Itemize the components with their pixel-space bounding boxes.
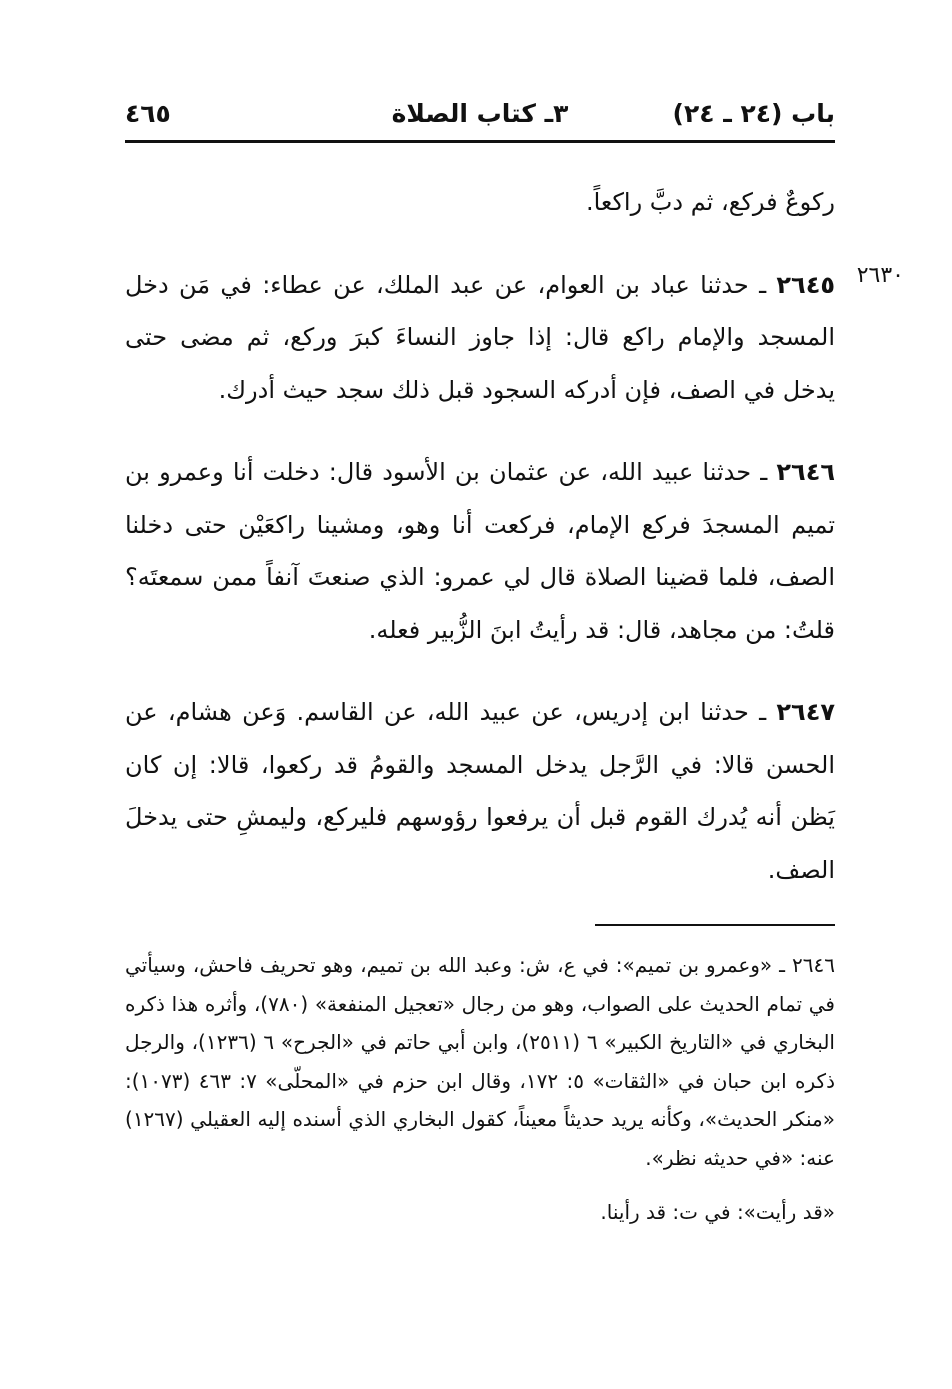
hadith-number: ٢٦٤٦ <box>776 458 835 486</box>
book-title: ٣ـ كتاب الصلاة <box>391 99 569 128</box>
hadith-number: ٢٦٤٧ <box>776 698 835 726</box>
hadith-paragraph <box>125 259 835 417</box>
hadith-text: ـ حدثنا ابن إدريس، عن عبيد الله، عن القاسم. وَعن هشام، عن الحسن قالا: في الرَّجل يدخل المسجد والقومُ قد ركعوا، قالا: إن كان يَظن أنه يُدرك القوم قبل أن يرفعوا رؤوسهم فليركع، وليمشِ حتى يدخلَ الصف. <box>125 698 835 884</box>
header-divider <box>125 140 835 143</box>
hadith-text: ـ حدثنا عباد بن العوام، عن عبد الملك، عن عطاء: في مَن دخل المسجد والإمام راكع قال: إذا جاوز النساءَ كبرَ وركع، ثم مضى حتى يدخل في الصف، فإن أدركه السجود قبل ذلك سجد حيث أدرك. <box>125 270 835 404</box>
hadith-paragraph <box>125 686 835 896</box>
paragraph-text: ركوعٌ فركع، ثم دبَّ راكعاً. <box>585 188 835 216</box>
footnotes <box>125 946 835 1248</box>
hadith-text: ـ حدثنا عبيد الله، عن عثمان بن الأسود قال: دخلت أنا وعمرو بن تميم المسجدَ فركع الإمام، فركعت أنا وهو، ومشينا راكعَيْن حتى دخلنا الصف، فلما قضينا الصلاة قال لي عمرو: الذي صنعتَ آنفاً ممن سمعتَه؟ قلتُ: من مجاهد، قال: قد رأيتُ ابنَ الزُّبير فعله. <box>125 458 835 644</box>
main-text <box>125 176 835 926</box>
footnote-divider <box>595 924 835 926</box>
running-header <box>125 96 835 136</box>
hadith-paragraph <box>125 446 835 656</box>
page-number: ٤٦٥ <box>125 99 171 128</box>
footnote: ٢٦٤٦ ـ «وعمرو بن تميم»: في ع، ش: وعبد الله بن تميم، وهو تحريف فاحش، وسيأتي في تمام الحديث على الصواب، وهو من رجال «تعجيل المنفعة» (٧٨٠)، وأثره هذا ذكره البخاري في «التاريخ الكبير» ٦ (٢٥١١)، وابن أبي حاتم في «الجرح» ٦ (١٢٣٦)، والرجل ذكره ابن حبان في «الثقات» ٥: ١٧٢، وقال ابن حزم في «المحلّى» ٧: ٤٦٣ (١٠٧٣): «منكر الحديث»، وكأنه يريد حديثاً معيناً، كقول البخاري الذي أسنده إليه العقيلي (١٢٦٧) عنه: «في حديثه نظر». <box>125 953 835 1170</box>
paragraph <box>125 176 835 229</box>
margin-reference-number: ٢٦٣٠ <box>856 263 904 288</box>
chapter-reference: باب (٢٤ ـ ٢٤) <box>672 99 835 128</box>
hadith-number: ٢٦٤٥ <box>776 270 835 299</box>
footnote: «قد رأيت»: في ت: قد رأينا. <box>600 1200 835 1224</box>
